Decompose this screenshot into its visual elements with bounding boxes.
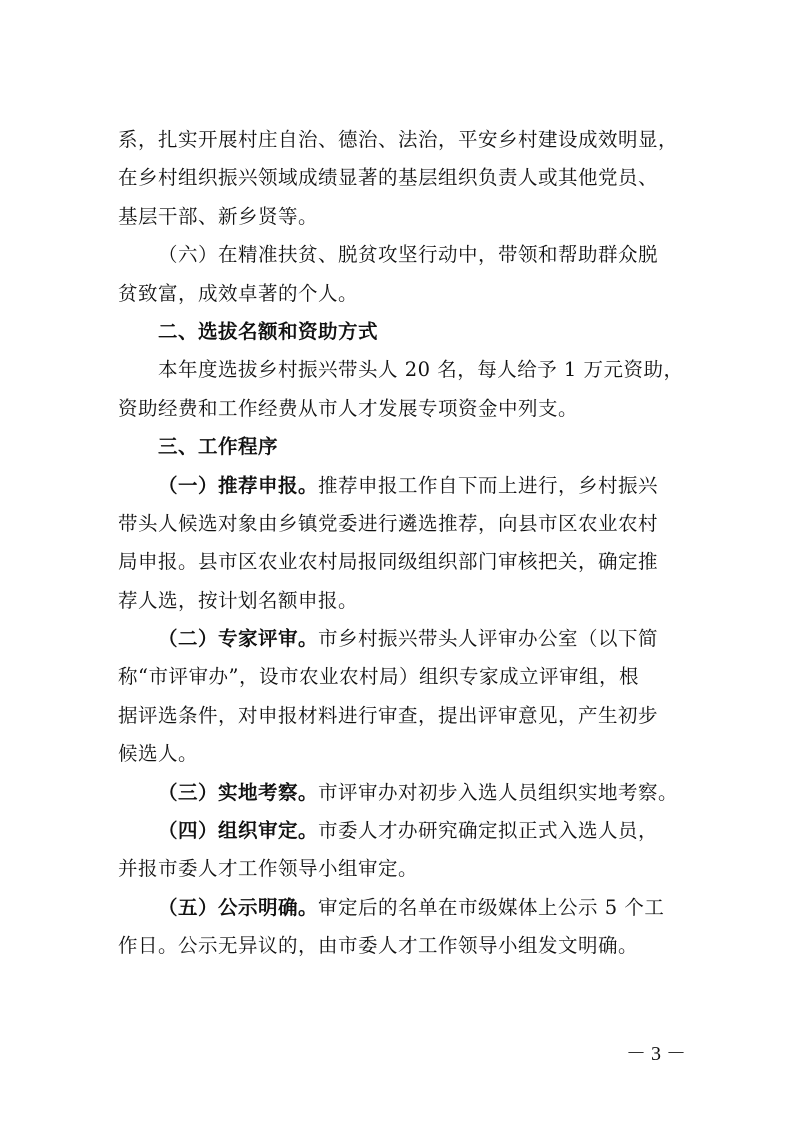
body-line: 系，扎实开展村庄自治、德治、法治，平安乡村建设成效明显， <box>118 128 679 151</box>
body-line: 据评选条件，对申报材料进行审查，提出评审意见，产生初步 <box>118 703 659 727</box>
body-line: 称“市评审办”，设市农业农村局）组织专家成立评审组，根 <box>118 665 639 689</box>
body-line: 局申报。县市区农业农村局报同级组织部门审核把关，确定推 <box>118 550 659 574</box>
procedure-item-label: （一）推荐申报。 <box>158 473 319 497</box>
section-heading: 二、选拔名额和资助方式 <box>158 319 379 343</box>
body-line: 并报市委人才工作领导小组审定。 <box>118 857 419 881</box>
procedure-item-first-line <box>118 812 688 850</box>
body-line: 作日。公示无异议的，由市委人才工作领导小组发文明确。 <box>118 934 639 958</box>
procedure-item-text: 推荐申报工作自下而上进行，乡村振兴 <box>318 473 659 497</box>
body-line: 本年度选拔乡村振兴带头人 20 名，每人给予 1 万元资助， <box>158 358 684 382</box>
body-line: （六）在精准扶贫、脱贫攻坚行动中，带领和帮助群众脱 <box>158 243 659 267</box>
page-number: － 3 － <box>626 1043 686 1065</box>
body-line: 候选人。 <box>118 742 199 766</box>
procedure-item-text: 市乡村振兴带头人评审办公室（以下简 <box>318 627 659 651</box>
body-line: 贫致富，成效卓著的个人。 <box>118 281 359 305</box>
body-line: 基层干部、新乡贤等。 <box>118 204 319 228</box>
procedure-item-text: 市委人才办研究确定拟正式入选人员， <box>318 819 659 843</box>
procedure-item-first-line <box>118 620 688 658</box>
procedure-item-first-line <box>118 467 688 505</box>
procedure-item-text: 市评审办对初步入选人员组织实地考察。 <box>318 780 679 804</box>
procedure-item-label: （五）公示明确。 <box>158 895 319 919</box>
body-line: 资助经费和工作经费从市人才发展专项资金中列支。 <box>118 396 579 420</box>
body-line: 荐人选，按计划名额申报。 <box>118 588 359 612</box>
section-heading: 三、工作程序 <box>158 435 279 459</box>
body-line: 在乡村组织振兴领域成绩显著的基层组织负责人或其他党员、 <box>118 166 659 190</box>
document-body <box>118 121 688 966</box>
procedure-item-label: （二）专家评审。 <box>158 627 319 651</box>
procedure-item-first-line <box>118 889 688 927</box>
procedure-item-label: （三）实地考察。 <box>158 780 319 804</box>
body-line: 带头人候选对象由乡镇党委进行遴选推荐，向县市区农业农村 <box>118 511 659 535</box>
procedure-item-label: （四）组织审定。 <box>158 819 319 843</box>
procedure-item-text: 审定后的名单在市级媒体上公示 5 个工 <box>318 895 665 919</box>
procedure-item-first-line <box>118 774 688 812</box>
